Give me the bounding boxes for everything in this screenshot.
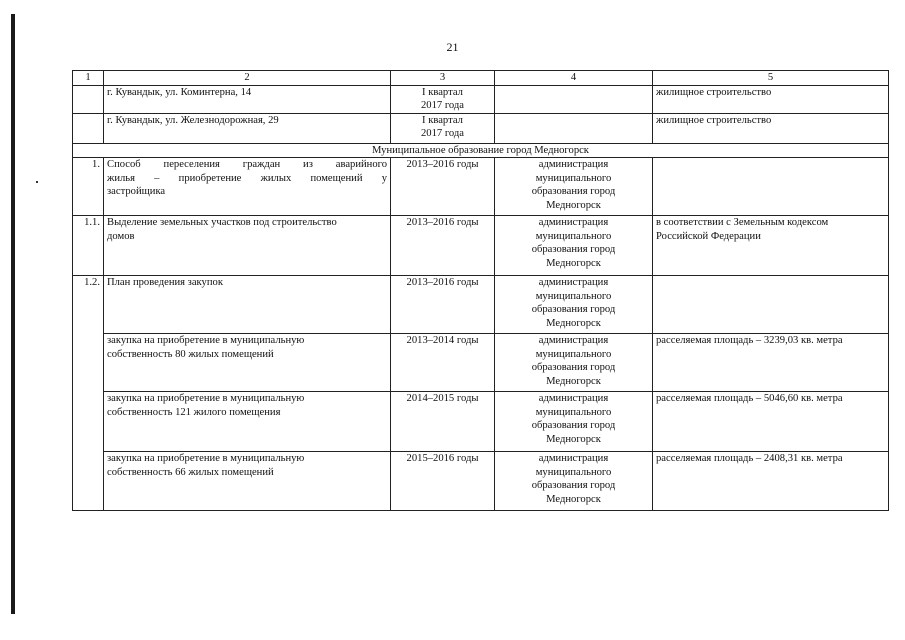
period-line: I квартал bbox=[422, 87, 463, 98]
table-row bbox=[73, 114, 889, 144]
executor-line: муниципального bbox=[535, 466, 612, 478]
executor-line: образования город bbox=[531, 480, 616, 492]
table-row bbox=[73, 334, 889, 392]
row-executor bbox=[495, 334, 653, 392]
row-executor bbox=[495, 276, 653, 334]
plan-table bbox=[72, 70, 889, 511]
executor-line: администрация bbox=[538, 217, 609, 229]
row-note bbox=[653, 452, 889, 511]
item-line: закупка на приобретение в муниципальную bbox=[107, 335, 305, 347]
executor-line: администрация bbox=[538, 393, 609, 405]
row-item bbox=[104, 452, 391, 511]
row-period: 2013–2016 годы bbox=[391, 216, 495, 276]
item-line: жилья – приобретение жилых помещений у bbox=[107, 172, 387, 184]
municipality-heading: Муниципальное образование город Медногорск bbox=[73, 144, 889, 158]
page-number: 21 bbox=[446, 40, 459, 54]
executor-line: администрация bbox=[538, 453, 609, 465]
item-line: собственность 66 жилых помещений bbox=[107, 466, 274, 478]
row-executor bbox=[495, 86, 653, 114]
executor-line: Медногорск bbox=[546, 433, 601, 445]
row-executor bbox=[495, 452, 653, 511]
executor-line: администрация bbox=[538, 159, 609, 171]
binding-edge-bar bbox=[11, 14, 15, 614]
executor-line: администрация bbox=[538, 335, 609, 347]
executor-line: образования город bbox=[531, 362, 616, 374]
row-note bbox=[653, 276, 889, 334]
item-line: Способ переселения граждан из аварийного bbox=[107, 159, 387, 171]
executor-line: муниципального bbox=[535, 230, 612, 242]
row-number bbox=[73, 114, 104, 144]
executor-line: Медногорск bbox=[546, 257, 601, 269]
table-row bbox=[73, 452, 889, 511]
item-line: закупка на приобретение в муниципальную bbox=[107, 453, 305, 465]
executor-line: Медногорск bbox=[546, 199, 601, 211]
row-period bbox=[391, 114, 495, 144]
row-note bbox=[653, 158, 889, 216]
row-item bbox=[104, 158, 391, 216]
executor-line: образования город bbox=[531, 420, 616, 432]
item-line: собственность 80 жилых помещений bbox=[107, 348, 274, 360]
executor-line: образования город bbox=[531, 244, 616, 256]
row-executor bbox=[495, 216, 653, 276]
item-line: План проведения закупок bbox=[107, 277, 223, 289]
row-note bbox=[653, 392, 889, 452]
row-number: 1.2. bbox=[73, 276, 104, 334]
note-line: расселяемая площадь – 2408,31 кв. метра bbox=[656, 453, 843, 465]
row-number bbox=[73, 452, 104, 511]
executor-line: Медногорск bbox=[546, 375, 601, 387]
table-row bbox=[73, 276, 889, 334]
row-item bbox=[104, 334, 391, 392]
executor-line: муниципального bbox=[535, 348, 612, 360]
table-header-row bbox=[73, 71, 889, 86]
item-line: собственность 121 жилого помещения bbox=[107, 406, 281, 418]
row-period: 2014–2015 годы bbox=[391, 392, 495, 452]
row-period: 2013–2016 годы bbox=[391, 158, 495, 216]
note-line: расселяемая площадь – 5046,60 кв. метра bbox=[656, 393, 843, 405]
header-cell: 5 bbox=[653, 71, 889, 86]
table-row bbox=[73, 392, 889, 452]
row-note bbox=[653, 334, 889, 392]
row-note bbox=[653, 216, 889, 276]
item-line: домов bbox=[107, 230, 135, 242]
header-cell: 4 bbox=[495, 71, 653, 86]
note-line: Российской Федерации bbox=[656, 230, 761, 242]
executor-line: муниципального bbox=[535, 290, 612, 302]
municipality-row bbox=[73, 144, 889, 158]
executor-line: образования город bbox=[531, 304, 616, 316]
table-row bbox=[73, 158, 889, 216]
executor-line: муниципального bbox=[535, 406, 612, 418]
executor-line: Медногорск bbox=[546, 317, 601, 329]
row-executor bbox=[495, 158, 653, 216]
row-item: г. Кувандык, ул. Железнодорожная, 29 bbox=[104, 114, 391, 144]
header-cell: 1 bbox=[73, 71, 104, 86]
item-line: Выделение земельных участков под строительство bbox=[107, 217, 337, 229]
row-period: 2015–2016 годы bbox=[391, 452, 495, 511]
period-line: 2017 года bbox=[420, 100, 464, 112]
executor-line: Медногорск bbox=[546, 493, 601, 505]
row-period: 2013–2014 годы bbox=[391, 334, 495, 392]
row-number bbox=[73, 86, 104, 114]
note-line: расселяемая площадь – 3239,03 кв. метра bbox=[656, 335, 843, 347]
row-number: 1. bbox=[73, 158, 104, 216]
header-cell: 2 bbox=[104, 71, 391, 86]
row-item bbox=[104, 276, 391, 334]
scan-speck bbox=[36, 181, 38, 183]
row-note: жилищное строительство bbox=[653, 114, 889, 144]
row-period: 2013–2016 годы bbox=[391, 276, 495, 334]
item-line: застройщика bbox=[107, 186, 166, 198]
table-row bbox=[73, 216, 889, 276]
row-number: 1.1. bbox=[73, 216, 104, 276]
header-cell: 3 bbox=[391, 71, 495, 86]
row-period bbox=[391, 86, 495, 114]
period-line: I квартал bbox=[422, 115, 463, 126]
row-number bbox=[73, 334, 104, 392]
row-executor bbox=[495, 114, 653, 144]
period-line: 2017 года bbox=[420, 128, 464, 140]
item-line: закупка на приобретение в муниципальную bbox=[107, 393, 305, 405]
executor-line: муниципального bbox=[535, 172, 612, 184]
row-item bbox=[104, 392, 391, 452]
executor-line: администрация bbox=[538, 277, 609, 289]
row-item bbox=[104, 216, 391, 276]
note-line: в соответствии с Земельным кодексом bbox=[656, 217, 829, 229]
row-executor bbox=[495, 392, 653, 452]
executor-line: образования город bbox=[531, 186, 616, 198]
row-item: г. Кувандык, ул. Коминтерна, 14 bbox=[104, 86, 391, 114]
row-number bbox=[73, 392, 104, 452]
table-row bbox=[73, 86, 889, 114]
row-note: жилищное строительство bbox=[653, 86, 889, 114]
